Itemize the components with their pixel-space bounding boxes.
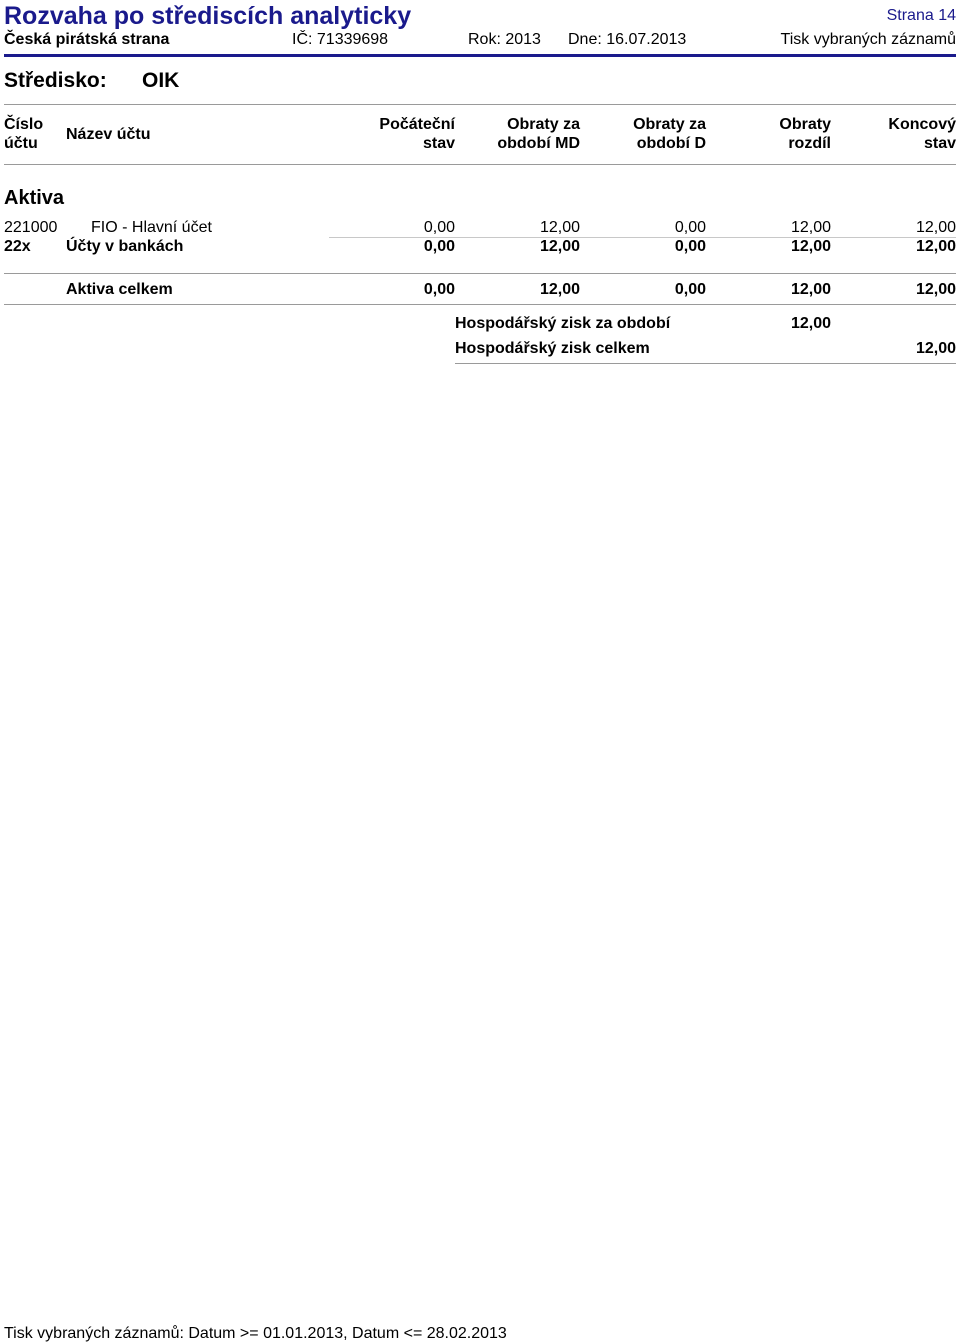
row-opening: 0,00: [423, 238, 455, 255]
column-header-account-name: Název účtu: [66, 126, 151, 143]
total-bottom-rule: [4, 304, 956, 305]
column-header-top-rule: [4, 104, 956, 105]
header-rule: [4, 54, 956, 57]
row-difference: 12,00: [790, 219, 831, 236]
row-opening: 0,00: [423, 219, 455, 236]
total-difference: 12,00: [790, 281, 831, 298]
organization-name: Česká pirátská strana: [4, 31, 170, 48]
total-closing: 12,00: [915, 281, 956, 298]
row-credit: 0,00: [674, 219, 706, 236]
row-account-name: FIO - Hlavní účet: [91, 219, 212, 236]
cost-center-value: OIK: [142, 69, 180, 92]
report-year: Rok: 2013: [468, 31, 541, 48]
section-title: Aktiva: [4, 187, 65, 209]
total-top-rule: [4, 273, 956, 274]
total-label: Aktiva celkem: [66, 281, 173, 298]
total-opening: 0,00: [423, 281, 455, 298]
report-date: Dne: 16.07.2013: [568, 31, 687, 48]
cost-center-label: Středisko:: [4, 69, 107, 92]
row-difference: 12,00: [790, 238, 831, 255]
row-account-no: 22x: [4, 238, 31, 255]
organization-id: IČ: 71339698: [292, 31, 389, 48]
column-header-account-no: Číslo účtu: [4, 116, 44, 152]
column-header-bottom-rule: [4, 164, 956, 165]
row-debit: 12,00: [539, 238, 580, 255]
profit-period-value: 12,00: [790, 315, 831, 332]
print-selection-label: Tisk vybraných záznamů: [780, 31, 956, 48]
column-header-credit: Obraty za období D: [633, 116, 706, 152]
profit-bottom-rule: [455, 363, 956, 364]
column-header-difference: Obraty rozdíl: [779, 116, 831, 152]
profit-period-label: Hospodářský zisk za období: [455, 315, 671, 332]
total-credit: 0,00: [674, 281, 706, 298]
column-header-debit: Obraty za období MD: [497, 116, 580, 152]
row-credit: 0,00: [674, 238, 706, 255]
profit-total-label: Hospodářský zisk celkem: [455, 340, 650, 357]
row-closing: 12,00: [915, 219, 956, 236]
row-debit: 12,00: [539, 219, 580, 236]
total-debit: 12,00: [539, 281, 580, 298]
row-account-no: 221000: [4, 219, 58, 236]
report-title: Rozvaha po střediscích analyticky: [4, 2, 412, 30]
page-number: Strana 14: [886, 7, 956, 24]
row-closing: 12,00: [915, 238, 956, 255]
column-header-opening: Počáteční stav: [379, 116, 455, 152]
column-header-closing: Koncový stav: [888, 116, 956, 152]
footer-filter-text: Tisk vybraných záznamů: Datum >= 01.01.2013, Datum <= 28.02.2013: [4, 1325, 507, 1342]
row-account-name: Účty v bankách: [66, 238, 184, 255]
profit-total-value: 12,00: [915, 340, 956, 357]
